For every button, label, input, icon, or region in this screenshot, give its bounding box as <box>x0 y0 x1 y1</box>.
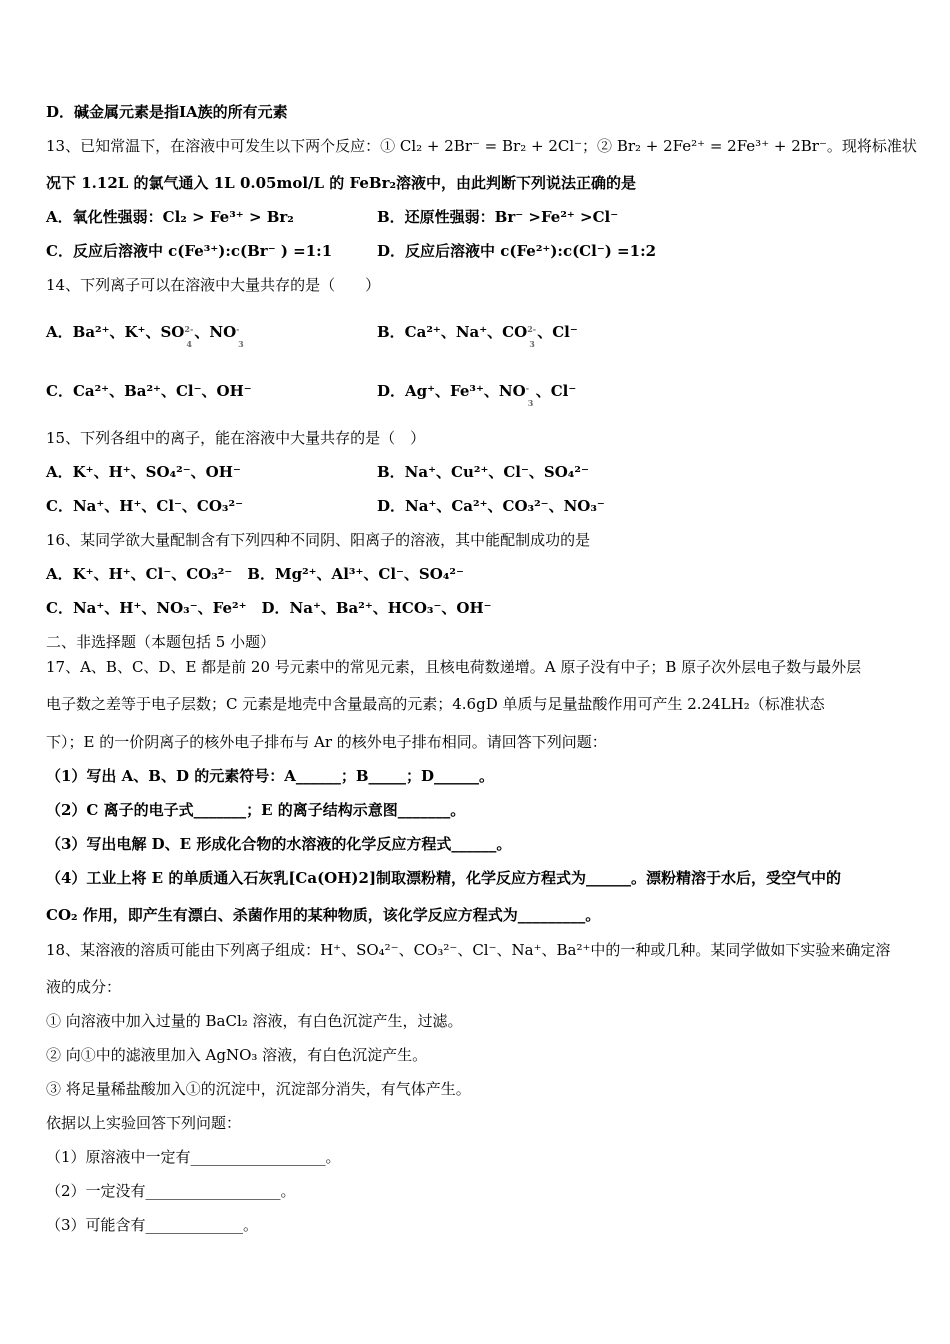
q17-stem-1: 17、A、B、C、D、E 都是前 20 号元素中的常见元素，且核电荷数递增。A 原子没有中子；B 原子次外层电子数与最外层 <box>46 658 862 676</box>
q15-option-b: B．Na⁺、Cu²⁺、Cl⁻、SO₄²⁻ <box>377 463 589 481</box>
q18-part-2: （2）一定没有__________________。 <box>46 1182 296 1200</box>
q18-instruction: 依据以上实验回答下列问题： <box>46 1114 242 1132</box>
q13-stem-1: 13、已知常温下，在溶液中可发生以下两个反应：① Cl₂ + 2Br⁻ = Br₂ + 2Cl⁻；② Br₂ + 2Fe²⁺ = 2Fe³⁺ + 2Br⁻。现将标准状 <box>46 137 917 155</box>
q13-option-d: D．反应后溶液中 c(Fe²⁺):c(Cl⁻) =1:2 <box>377 242 657 260</box>
q18-stem-2: 液的成分： <box>46 978 122 996</box>
q17-stem-3: 下）；E 的一价阴离子的核外电子排布与 Ar 的核外电子排布相同。请回答下列问题： <box>46 733 607 751</box>
q15-stem: 15、下列各组中的离子，能在溶液中大量共存的是（ ） <box>46 429 426 447</box>
q14-option-a: A．Ba²⁺、K⁺、SO 2- 4 、NO - 3 <box>46 323 244 349</box>
q15-option-c: C．Na⁺、H⁺、Cl⁻、CO₃²⁻ <box>46 497 243 515</box>
q16-stem: 16、某同学欲大量配制含有下列四种不同阴、阳离子的溶液，其中能配制成功的是 <box>46 531 591 549</box>
q17-part-4a: （4）工业上将 E 的单质通入石灰乳[Ca(OH)2]制取漂粉精，化学反应方程式为______。漂粉精溶于水后，受空气中的 <box>46 869 842 887</box>
q18-stem-1: 18、某溶液的溶质可能由下列离子组成：H⁺、SO₄²⁻、CO₃²⁻、Cl⁻、Na⁺、Ba²⁺中的一种或几种。某同学做如下实验来确定溶 <box>46 941 891 959</box>
q17-part-3: （3）写出电解 D、E 形成化合物的水溶液的化学反应方程式______。 <box>46 835 512 853</box>
q17-part-1: （1）写出 A、B、D 的元素符号：A______；B_____；D______。 <box>46 767 495 785</box>
q16-options-cd: C．Na⁺、H⁺、NO₃⁻、Fe²⁺ D．Na⁺、Ba²⁺、HCO₃⁻、OH⁻ <box>46 599 492 617</box>
q16-options-ab: A．K⁺、H⁺、Cl⁻、CO₃²⁻ B．Mg²⁺、Al³⁺、Cl⁻、SO₄²⁻ <box>46 565 464 583</box>
q18-step-1: ① 向溶液中加入过量的 BaCl₂ 溶液，有白色沉淀产生，过滤。 <box>46 1012 463 1030</box>
q18-step-3: ③ 将足量稀盐酸加入①的沉淀中，沉淀部分消失，有气体产生。 <box>46 1080 471 1098</box>
q17-part-4b: CO₂ 作用，即产生有漂白、杀菌作用的某种物质，该化学反应方程式为_________。 <box>46 906 601 924</box>
q15-option-d: D．Na⁺、Ca²⁺、CO₃²⁻、NO₃⁻ <box>377 497 605 515</box>
q14-option-d: D．Ag⁺、Fe³⁺、NO - 3 、Cl⁻ <box>377 382 577 408</box>
q17-stem-2: 电子数之差等于电子层数；C 元素是地壳中含量最高的元素；4.6gD 单质与足量盐酸作用可产生 2.24LH₂（标准状态 <box>46 695 825 713</box>
q18-step-2: ② 向①中的滤液里加入 AgNO₃ 溶液，有白色沉淀产生。 <box>46 1046 428 1064</box>
q13-option-c: C．反应后溶液中 c(Fe³⁺):c(Br⁻ ) =1:1 <box>46 242 333 260</box>
q13-option-a: A．氧化性强弱：Cl₂ > Fe³⁺ > Br₂ <box>46 208 294 226</box>
q17-part-2: （2）C 离子的电子式_______；E 的离子结构示意图_______。 <box>46 801 466 819</box>
q13-stem-2: 况下 1.12L 的氯气通入 1L 0.05mol/L 的 FeBr₂溶液中，由此判断下列说法正确的是 <box>46 174 637 192</box>
q14-stem: 14、下列离子可以在溶液中大量共存的是（ ） <box>46 276 381 294</box>
q18-part-3: （3）可能含有_____________。 <box>46 1216 259 1234</box>
q14-option-c: C．Ca²⁺、Ba²⁺、Cl⁻、OH⁻ <box>46 382 252 400</box>
section-heading: 二、非选择题（本题包括 5 小题） <box>46 633 276 651</box>
q13-option-b: B．还原性强弱：Br⁻ >Fe²⁺ >Cl⁻ <box>377 208 619 226</box>
q18-part-1: （1）原溶液中一定有__________________。 <box>46 1148 341 1166</box>
q15-option-a: A．K⁺、H⁺、SO₄²⁻、OH⁻ <box>46 463 241 481</box>
option-d-q12: D．碱金属元素是指ⅠA族的所有元素 <box>46 103 288 121</box>
q14-option-b: B．Ca²⁺、Na⁺、CO 2- 3 、Cl⁻ <box>377 323 578 349</box>
